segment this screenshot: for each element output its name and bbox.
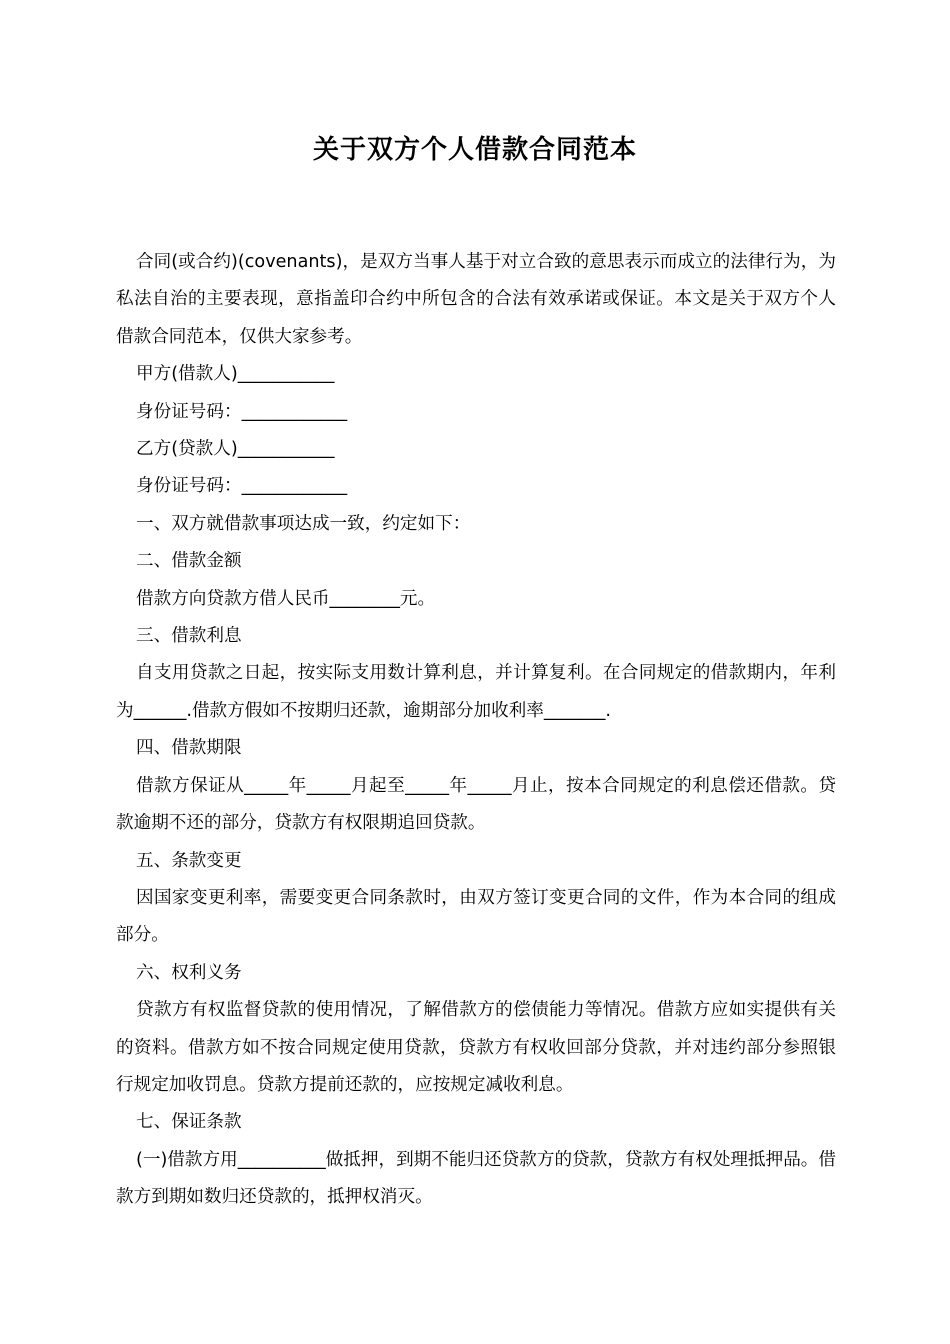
party-a-id-line: 身份证号码：____________: [136, 401, 348, 422]
agreement-line: 一、双方就借款事项达成一致，约定如下：: [136, 513, 471, 534]
section-heading-rights: 六、权利义务: [136, 962, 242, 983]
section-paragraph-term: 借款方保证从_____年_____月起至_____年_____月止，按本合同规定的利息偿还借款。贷款逾期不还的部分，贷款方有权限期追回贷款。: [116, 775, 836, 834]
document-title: 关于双方个人借款合同范本: [312, 135, 637, 165]
section-paragraph-amount: 借款方向贷款方借人民币________元。: [136, 588, 436, 609]
section-heading-interest: 三、借款利息: [136, 626, 242, 647]
party-a-line: 甲方(借款人)___________: [136, 364, 335, 385]
section-heading-change: 五、条款变更: [136, 850, 242, 871]
section-heading-guarantee: 七、保证条款: [136, 1112, 242, 1133]
section-heading-term: 四、借款期限: [136, 738, 242, 759]
intro-paragraph: 合同(或合约)(covenants)，是双方当事人基于对立合致的意思表示而成立的法律行为，为私法自治的主要表现，意指盖印合约中所包含的合法有效承诺或保证。本文是关于双方个人借款合同范本，仅供大家参考。: [116, 252, 836, 347]
section-paragraph-rights: 贷款方有权监督贷款的使用情况，了解借款方的偿债能力等情况。借款方应如实提供有关的资料。借款方如不按合同规定使用贷款，贷款方有权收回部分贷款，并对违约部分参照银行规定加收罚息。贷款方提前还款的，应按规定减收利息。: [116, 1000, 836, 1095]
party-b-id-line: 身份证号码：____________: [136, 476, 348, 497]
section-paragraph-change: 因国家变更利率，需要变更合同条款时，由双方签订变更合同的文件，作为本合同的组成部分。: [116, 887, 836, 946]
section-paragraph-guarantee: (一)借款方用__________做抵押，到期不能归还贷款方的贷款，贷款方有权处理抵押品。借款方到期如数归还贷款的，抵押权消灭。: [116, 1149, 836, 1208]
document-body: [116, 244, 836, 1217]
party-b-line: 乙方(贷款人)___________: [136, 439, 335, 460]
section-paragraph-interest: 自支用贷款之日起，按实际支用数计算利息，并计算复利。在合同规定的借款期内，年利为______.借款方假如不按期归还款，逾期部分加收利率_______.: [116, 663, 836, 721]
section-heading-amount: 二、借款金额: [136, 551, 242, 572]
